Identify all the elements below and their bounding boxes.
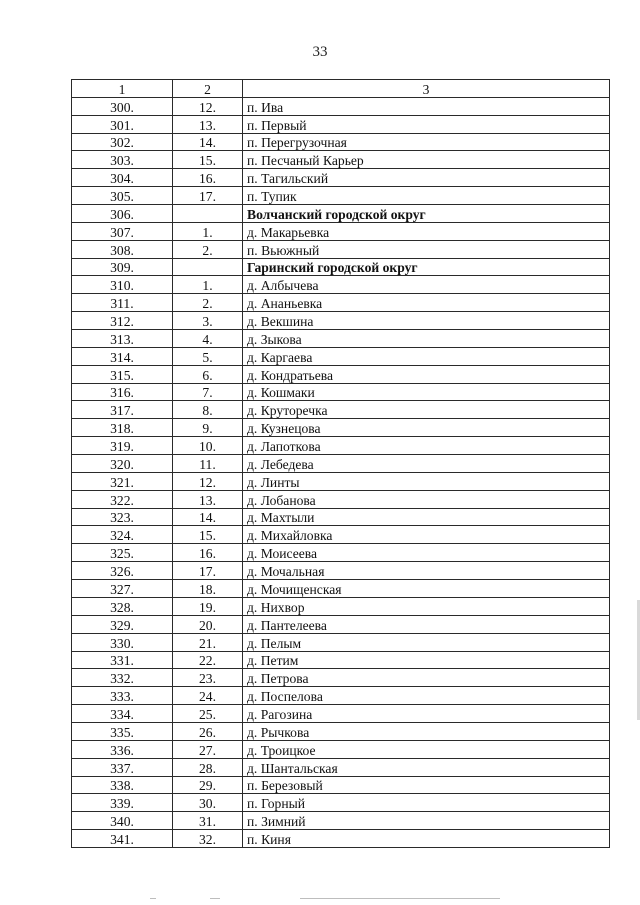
settlement-name-cell: п. Вьюжный (243, 240, 610, 258)
settlement-name-cell: п. Березовый (243, 776, 610, 794)
sub-number-cell: 11. (173, 455, 243, 473)
settlement-name-cell: д. Макарьевка (243, 222, 610, 240)
sub-number-cell: 25. (173, 705, 243, 723)
row-number-cell: 331. (72, 651, 173, 669)
row-number-cell: 323. (72, 508, 173, 526)
row-number-cell: 325. (72, 544, 173, 562)
row-number-cell: 303. (72, 151, 173, 169)
row-number-cell: 339. (72, 794, 173, 812)
scan-speck (300, 898, 500, 899)
row-number-cell: 338. (72, 776, 173, 794)
table-row (72, 276, 610, 294)
table-row (72, 615, 610, 633)
table-row (72, 455, 610, 473)
row-number-cell: 318. (72, 419, 173, 437)
row-number-cell: 333. (72, 687, 173, 705)
table-row (72, 722, 610, 740)
sub-number-cell: 22. (173, 651, 243, 669)
table-row (72, 222, 610, 240)
row-number-cell: 309. (72, 258, 173, 276)
row-number-cell: 340. (72, 812, 173, 830)
settlement-name-cell: д. Махтыли (243, 508, 610, 526)
table-row (72, 437, 610, 455)
settlement-name-cell: д. Нихвор (243, 597, 610, 615)
row-number-cell: 324. (72, 526, 173, 544)
district-row (72, 205, 610, 223)
settlement-name-cell: п. Песчаный Карьер (243, 151, 610, 169)
table-body (72, 80, 610, 848)
row-number-cell: 319. (72, 437, 173, 455)
sub-number-cell: 2. (173, 294, 243, 312)
table-row (72, 115, 610, 133)
row-number-cell: 306. (72, 205, 173, 223)
sub-number-cell: 12. (173, 97, 243, 115)
table-row (72, 312, 610, 330)
table-row (72, 669, 610, 687)
row-number-cell: 315. (72, 365, 173, 383)
sub-number-cell: 29. (173, 776, 243, 794)
row-number-cell: 334. (72, 705, 173, 723)
settlement-name-cell: п. Перегрузочная (243, 133, 610, 151)
table-row (72, 597, 610, 615)
sub-number-cell: 1. (173, 276, 243, 294)
sub-number-cell: 16. (173, 544, 243, 562)
table-row (72, 812, 610, 830)
table-row (72, 472, 610, 490)
district-row (72, 258, 610, 276)
row-number-cell: 335. (72, 722, 173, 740)
sub-number-cell: 30. (173, 794, 243, 812)
sub-number-cell: 10. (173, 437, 243, 455)
row-number-cell: 326. (72, 562, 173, 580)
table-row (72, 580, 610, 598)
sub-number-cell: 4. (173, 330, 243, 348)
settlement-name-cell: д. Пелым (243, 633, 610, 651)
sub-number-cell: 27. (173, 740, 243, 758)
page-number: 33 (312, 44, 328, 60)
table-row (72, 97, 610, 115)
row-number-cell: 304. (72, 169, 173, 187)
table-row (72, 508, 610, 526)
sub-number-cell: 15. (173, 151, 243, 169)
sub-number-cell: 17. (173, 187, 243, 205)
table-row (72, 401, 610, 419)
settlement-name-cell: д. Линты (243, 472, 610, 490)
header-col-2: 2 (173, 80, 243, 98)
settlement-name-cell: д. Кузнецова (243, 419, 610, 437)
header-col-3: 3 (243, 80, 610, 98)
sub-number-cell: 31. (173, 812, 243, 830)
table-header-row (72, 80, 610, 98)
sub-number-cell: 24. (173, 687, 243, 705)
table-row (72, 187, 610, 205)
scan-speck (150, 898, 156, 899)
settlement-name-cell: д. Троицкое (243, 740, 610, 758)
row-number-cell: 312. (72, 312, 173, 330)
settlement-name-cell: д. Шантальская (243, 758, 610, 776)
table-row (72, 330, 610, 348)
table-row (72, 347, 610, 365)
table-row (72, 651, 610, 669)
row-number-cell: 301. (72, 115, 173, 133)
sub-number-cell: 12. (173, 472, 243, 490)
sub-number-cell: 7. (173, 383, 243, 401)
settlement-name-cell: д. Пантелеева (243, 615, 610, 633)
sub-number-cell: 19. (173, 597, 243, 615)
settlement-name-cell: п. Ива (243, 97, 610, 115)
table-row (72, 776, 610, 794)
table-row (72, 383, 610, 401)
row-number-cell: 308. (72, 240, 173, 258)
settlement-name-cell: д. Ананьевка (243, 294, 610, 312)
settlement-name-cell: д. Каргаева (243, 347, 610, 365)
row-number-cell: 322. (72, 490, 173, 508)
sub-number-cell: 20. (173, 615, 243, 633)
table-row (72, 544, 610, 562)
sub-number-cell (173, 258, 243, 276)
row-number-cell: 302. (72, 133, 173, 151)
settlement-name-cell: д. Круторечка (243, 401, 610, 419)
table-row (72, 133, 610, 151)
row-number-cell: 305. (72, 187, 173, 205)
row-number-cell: 321. (72, 472, 173, 490)
row-number-cell: 328. (72, 597, 173, 615)
settlement-name-cell: д. Петим (243, 651, 610, 669)
sub-number-cell (173, 205, 243, 223)
settlement-name-cell: д. Поспелова (243, 687, 610, 705)
settlement-name-cell: п. Киня (243, 830, 610, 848)
row-number-cell: 337. (72, 758, 173, 776)
row-number-cell: 341. (72, 830, 173, 848)
row-number-cell: 332. (72, 669, 173, 687)
sub-number-cell: 3. (173, 312, 243, 330)
table-row (72, 365, 610, 383)
settlement-name-cell: п. Тагильский (243, 169, 610, 187)
table-row (72, 758, 610, 776)
table-row (72, 151, 610, 169)
settlements-table (71, 79, 610, 848)
row-number-cell: 327. (72, 580, 173, 598)
table-row (72, 830, 610, 848)
table-row (72, 526, 610, 544)
settlement-name-cell: д. Лапоткова (243, 437, 610, 455)
settlement-name-cell: д. Моисеева (243, 544, 610, 562)
table-row (72, 562, 610, 580)
row-number-cell: 330. (72, 633, 173, 651)
district-name-cell: Гаринский городской округ (243, 258, 610, 276)
row-number-cell: 320. (72, 455, 173, 473)
sub-number-cell: 13. (173, 490, 243, 508)
row-number-cell: 329. (72, 615, 173, 633)
table-row (72, 705, 610, 723)
settlement-name-cell: д. Зыкова (243, 330, 610, 348)
table-row (72, 169, 610, 187)
settlement-name-cell: д. Рычкова (243, 722, 610, 740)
sub-number-cell: 21. (173, 633, 243, 651)
settlement-name-cell: д. Лобанова (243, 490, 610, 508)
table-row (72, 687, 610, 705)
table-row (72, 294, 610, 312)
sub-number-cell: 15. (173, 526, 243, 544)
settlement-name-cell: д. Албычева (243, 276, 610, 294)
table-row (72, 240, 610, 258)
settlement-name-cell: д. Михайловка (243, 526, 610, 544)
settlement-name-cell: д. Кошмаки (243, 383, 610, 401)
sub-number-cell: 6. (173, 365, 243, 383)
sub-number-cell: 8. (173, 401, 243, 419)
table-row (72, 794, 610, 812)
row-number-cell: 317. (72, 401, 173, 419)
settlement-name-cell: д. Рагозина (243, 705, 610, 723)
settlement-name-cell: п. Горный (243, 794, 610, 812)
sub-number-cell: 18. (173, 580, 243, 598)
sub-number-cell: 26. (173, 722, 243, 740)
sub-number-cell: 2. (173, 240, 243, 258)
table-row (72, 740, 610, 758)
settlement-name-cell: д. Мочищенская (243, 580, 610, 598)
row-number-cell: 336. (72, 740, 173, 758)
row-number-cell: 300. (72, 97, 173, 115)
settlement-name-cell: п. Зимний (243, 812, 610, 830)
settlement-name-cell: д. Мочальная (243, 562, 610, 580)
row-number-cell: 316. (72, 383, 173, 401)
sub-number-cell: 23. (173, 669, 243, 687)
sub-number-cell: 14. (173, 133, 243, 151)
header-col-1: 1 (72, 80, 173, 98)
district-name-cell: Волчанский городской округ (243, 205, 610, 223)
settlement-name-cell: д. Кондратьева (243, 365, 610, 383)
settlement-name-cell: д. Лебедева (243, 455, 610, 473)
sub-number-cell: 5. (173, 347, 243, 365)
row-number-cell: 313. (72, 330, 173, 348)
sub-number-cell: 13. (173, 115, 243, 133)
sub-number-cell: 32. (173, 830, 243, 848)
sub-number-cell: 28. (173, 758, 243, 776)
sub-number-cell: 9. (173, 419, 243, 437)
row-number-cell: 311. (72, 294, 173, 312)
row-number-cell: 314. (72, 347, 173, 365)
settlement-name-cell: п. Первый (243, 115, 610, 133)
sub-number-cell: 17. (173, 562, 243, 580)
table-row (72, 490, 610, 508)
row-number-cell: 310. (72, 276, 173, 294)
table-row (72, 633, 610, 651)
settlement-name-cell: д. Петрова (243, 669, 610, 687)
sub-number-cell: 16. (173, 169, 243, 187)
table-row (72, 419, 610, 437)
scan-speck (210, 898, 220, 899)
sub-number-cell: 1. (173, 222, 243, 240)
settlement-name-cell: д. Векшина (243, 312, 610, 330)
sub-number-cell: 14. (173, 508, 243, 526)
settlement-name-cell: п. Тупик (243, 187, 610, 205)
row-number-cell: 307. (72, 222, 173, 240)
